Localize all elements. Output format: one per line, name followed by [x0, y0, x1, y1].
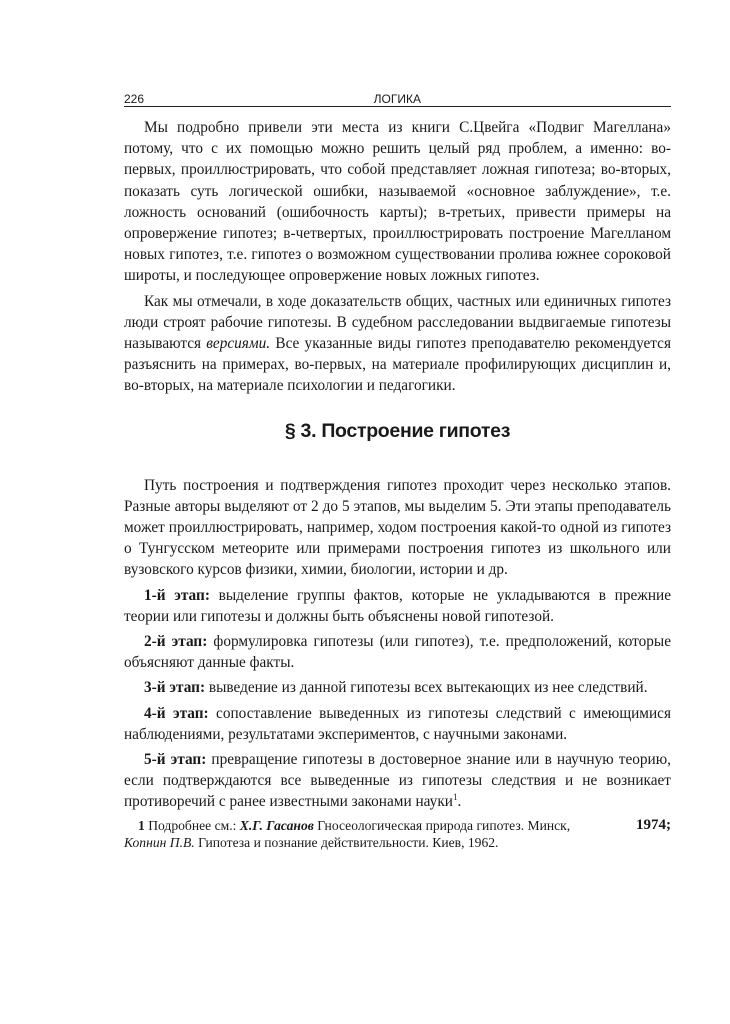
stage-item: [124, 749, 671, 813]
footnote-line-2: [124, 834, 671, 852]
stage-text: формулировка гипотезы (или гипотез), т.е. предположений, которые объясняют данные факты.: [124, 633, 671, 672]
stage-item: [124, 585, 671, 627]
stage-item: [124, 703, 671, 745]
footnote-source: Гносеологическая природа гипотез. Минск,: [313, 817, 571, 833]
page-number: 226: [124, 92, 145, 106]
stage-item: [124, 677, 671, 698]
stage-text: выделение группы фактов, которые не укладываются в прежние теории или гипотезы и должны быть объяснены новой гипотезой.: [124, 586, 672, 625]
footnote-author: Х.Г. Гасанов: [239, 817, 314, 833]
stage-item: [124, 631, 671, 673]
footnote-source: Гипотеза и познание действительности. Киев, 1962.: [194, 835, 499, 851]
footnote-prefix: Подробнее см.:: [144, 817, 240, 833]
versions-term: версиями.: [206, 335, 271, 353]
paragraph-stages-intro: Путь построения и подтверждения гипотез проходит через несколько этапов. Разные авторы выделяют от 2 до 5 этапов, мы выделим 5. Эти этапы преподаватель может проиллюстрировать, например, ходом построения какой-то одной из гипотез о Тунгусском метеорите или примерами построения гипотез из школьного или вузовского курсов физики, химии, биологии, истории и др.: [124, 476, 671, 579]
footnote-author: Копнин П.В.: [124, 835, 195, 851]
paragraph-versions: [124, 291, 671, 397]
paragraph-versions-start: Как мы отмечали, в ходе доказательств общих, частных или единичных гипотез люди строят рабочие гипотезы. В судебном расследовании выдвигаемые гипотезы называются: [124, 292, 671, 353]
stage-label: 2-й этап:: [144, 633, 208, 651]
paragraph-magellan: Мы подробно привели эти места из книги С.Цвейга «Подвиг Магеллана» потому, что с их помощью можно решить целый ряд проблем, а именно: во-первых, проиллюстрировать, что собой представляет ложная гипотеза; во-вторых, показать суть логической ошибки, называемой «основное заблуждение», т.е. ложность оснований (ошибочность карты); в-третьих, привести примеры на опровержение гипотез; в-четвертых, проиллюстрировать построение Магелланом новых гипотез, т.е. гипотез о возможном существовании пролива южнее сороковой широты, и последующее опровержение новых ложных гипотез.: [124, 119, 671, 285]
running-title: ЛОГИКА: [373, 92, 421, 106]
footnote-reference: 1: [452, 792, 458, 803]
stage-label: 3-й этап:: [144, 679, 206, 697]
stage-text: сопоставление выведенных из гипотезы следствий с имеющимися наблюдениями, результатами экспериментов, с научными законами.: [124, 704, 671, 743]
stage-text: выведение из данной гипотезы всех вытекающих из нее следствий.: [205, 679, 648, 697]
book-page: [124, 90, 671, 852]
footnote-year: 1974;: [636, 816, 671, 833]
stage-label: 5-й этап:: [144, 751, 207, 769]
stage-end: .: [457, 793, 462, 811]
running-header: [124, 90, 671, 107]
stage-text: превращение гипотезы в достоверное знание или в научную теорию, если подтверждаются все выведенные из гипотезы следствия и не возникает противоречий с ранее известными законами науки: [124, 751, 671, 811]
footnote: [124, 817, 671, 852]
stage-label: 4-й этап:: [144, 704, 209, 722]
footnote-mark: 1: [138, 817, 145, 833]
section-title: § 3. Построение гипотез: [284, 419, 511, 442]
stage-label: 1-й этап:: [144, 586, 210, 604]
paragraph-versions-end: Все указанные виды гипотез преподавателю рекомендуется разъяснить на примерах, во-первых, на материале профилирующих дисциплин и, во-вторых, на материале психологии и педагогики.: [124, 335, 672, 395]
